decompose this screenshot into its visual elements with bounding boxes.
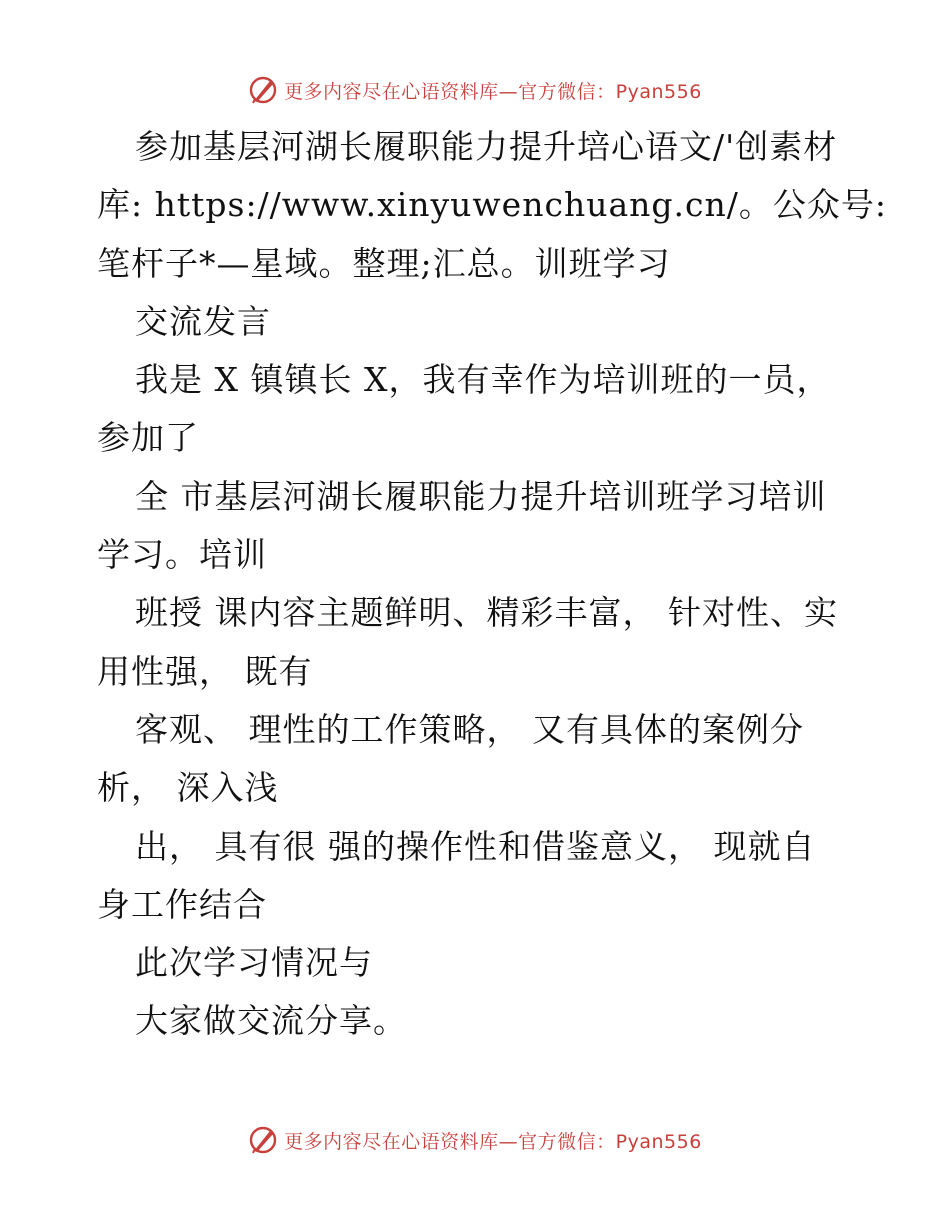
footer-banner-text: 更多内容尽在心语资料库—官方微信：Pyan556 (284, 1130, 702, 1153)
body-line: 用性强， 既有 (97, 651, 313, 691)
body-line: 此次学习情况与 (135, 943, 373, 983)
body-line: 全 市基层河湖长履职能力提升培训班学习培训 (135, 476, 827, 516)
body-line: 析， 深入浅 (97, 768, 279, 808)
body-line: 班授 课内容主题鲜明、精彩丰富， 针对性、实 (135, 593, 838, 633)
header-banner-text: 更多内容尽在心语资料库—官方微信：Pyan556 (284, 80, 702, 103)
quill-logo-icon (248, 75, 278, 105)
header-banner (0, 70, 950, 110)
body-line: 客观、 理性的工作策略， 又有具体的案例分 (135, 709, 804, 749)
body-line: 参加基层河湖长履职能力提升培心语文/'创素材 (135, 127, 838, 166)
body-line: 我是 X 镇镇长 X，我有幸作为培训班的一员， (135, 360, 831, 400)
body-line: 身工作结合 (97, 884, 267, 924)
body-line: 学习。培训 (97, 535, 267, 575)
body-line: 大家做交流分享。 (135, 1001, 407, 1041)
body-line: 笔杆子*—星域。整理;汇总。训班学习 (97, 243, 671, 283)
quill-logo-icon (248, 1125, 278, 1155)
body-line: 交流发言 (135, 301, 271, 341)
body-line: 库: https://www.xinyuwenchuang.cn/。公众号: (97, 185, 887, 225)
body-line: 出， 具有很 强的操作性和借鉴意义， 现就自 (135, 826, 816, 866)
body-line: 参加了 (97, 418, 199, 458)
document-body (97, 118, 887, 1051)
footer-banner (0, 1120, 950, 1160)
